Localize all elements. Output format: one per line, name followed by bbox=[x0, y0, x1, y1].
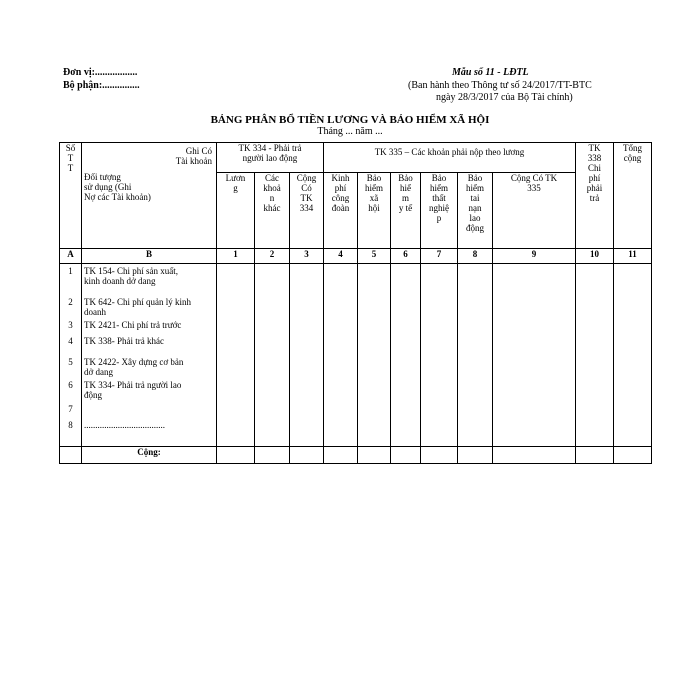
page-title: BẢNG PHÂN BỔ TIỀN LƯƠNG VÀ BẢO HIỂM XÃ HỘI bbox=[210, 114, 490, 126]
col-bhxh: Bảo hiểm xã hội bbox=[358, 173, 391, 249]
empty-cell bbox=[576, 447, 614, 464]
empty-cell bbox=[255, 447, 290, 464]
allocation-table bbox=[59, 142, 652, 464]
row-account-name: TK 334- Phải trả người lao động bbox=[84, 380, 182, 400]
index-cell: 4 bbox=[324, 249, 358, 264]
index-cell: 7 bbox=[421, 249, 458, 264]
empty-cell bbox=[576, 264, 614, 447]
row-account-name: TK 338- Phải trả khác bbox=[84, 336, 164, 346]
stt-column bbox=[60, 264, 82, 447]
row-account-name: .................................... bbox=[84, 420, 165, 430]
bo-phan-label: Bộ phận:............... bbox=[63, 80, 140, 91]
empty-cell bbox=[493, 447, 576, 464]
empty-cell bbox=[358, 264, 391, 447]
col-cong-co-335: Cộng Có TK 335 bbox=[493, 173, 576, 249]
empty-cell bbox=[458, 447, 493, 464]
body-row bbox=[60, 264, 652, 447]
index-cell: 9 bbox=[493, 249, 576, 264]
empty-cell bbox=[255, 264, 290, 447]
index-cell: 10 bbox=[576, 249, 614, 264]
index-cell: 5 bbox=[358, 249, 391, 264]
index-cell: 1 bbox=[217, 249, 255, 264]
index-cell: 3 bbox=[290, 249, 324, 264]
page-subtitle: Tháng ... năm ... bbox=[317, 126, 383, 137]
group-tk335: TK 335 – Các khoản phải nộp theo lương bbox=[324, 143, 576, 173]
row-account-name bbox=[84, 404, 214, 420]
row-stt: 7 bbox=[68, 404, 73, 414]
col-kinh-phi-cong-doan: Kinh phí công đoàn bbox=[324, 173, 358, 249]
empty-cell bbox=[324, 447, 358, 464]
empty-cell bbox=[391, 264, 421, 447]
empty-cell bbox=[60, 447, 82, 464]
row-stt: 8 bbox=[68, 420, 73, 430]
row-stt: 5 bbox=[68, 357, 73, 367]
row-account-name: TK 154- Chi phí sản xuất, kinh doanh dở dang bbox=[84, 266, 178, 286]
subject-column bbox=[82, 264, 217, 447]
empty-cell bbox=[358, 447, 391, 464]
debit-account-label: Đối tượng sử dụng (Ghi Nợ các Tài khoản) bbox=[84, 172, 151, 202]
index-cell: 8 bbox=[458, 249, 493, 264]
row-account-name: TK 2421- Chi phí trả trước bbox=[84, 320, 182, 330]
index-cell: B bbox=[82, 249, 217, 264]
col-cac-khoan-khac: Các khoả n khác bbox=[255, 173, 290, 249]
row-account-name: TK 642- Chi phí quản lý kinh doanh bbox=[84, 297, 191, 317]
empty-cell bbox=[324, 264, 358, 447]
credit-account-label: Ghi Có Tài khoản bbox=[175, 146, 212, 166]
row-stt: 3 bbox=[68, 320, 73, 330]
row-account-name: TK 2422- Xây dựng cơ bản dở dang bbox=[84, 357, 184, 377]
col-bhtnld: Bảo hiểm tai nạn lao động bbox=[458, 173, 493, 249]
empty-cell bbox=[217, 264, 255, 447]
col-tk338: TK 338 Chi phí phải trả bbox=[576, 143, 614, 249]
empty-cell bbox=[421, 447, 458, 464]
total-row bbox=[60, 447, 652, 464]
group-tk334: TK 334 - Phải trả người lao động bbox=[217, 143, 324, 173]
empty-cell bbox=[421, 264, 458, 447]
don-vi-label: Đơn vị:................. bbox=[63, 67, 138, 78]
issuance-line-1: (Ban hành theo Thông tư số 24/2017/TT-BTC bbox=[408, 80, 592, 91]
col-bhyt: Bảo hiể m y tế bbox=[391, 173, 421, 249]
issuance-line-2: ngày 28/3/2017 của Bộ Tài chính) bbox=[436, 92, 573, 103]
empty-cell bbox=[217, 447, 255, 464]
subject-header bbox=[82, 143, 217, 249]
empty-cell bbox=[391, 447, 421, 464]
empty-cell bbox=[493, 264, 576, 447]
col-cong-co-334: Cộng Có TK 334 bbox=[290, 173, 324, 249]
index-cell: 2 bbox=[255, 249, 290, 264]
stt-header: Số T T bbox=[60, 143, 82, 249]
form-number: Mẫu số 11 - LĐTL bbox=[452, 67, 529, 78]
empty-cell bbox=[458, 264, 493, 447]
col-total: Tổng cộng bbox=[614, 143, 652, 249]
empty-cell bbox=[614, 264, 652, 447]
index-cell: 6 bbox=[391, 249, 421, 264]
index-cell: 11 bbox=[614, 249, 652, 264]
empty-cell bbox=[290, 447, 324, 464]
col-bhtn: Bảo hiểm thất nghiệ p bbox=[421, 173, 458, 249]
index-cell: A bbox=[60, 249, 82, 264]
total-label: Cộng: bbox=[82, 447, 217, 464]
row-stt: 1 bbox=[68, 266, 73, 276]
row-stt: 4 bbox=[68, 336, 73, 346]
row-stt: 6 bbox=[68, 380, 73, 390]
index-row bbox=[60, 249, 652, 264]
empty-cell bbox=[614, 447, 652, 464]
row-stt: 2 bbox=[68, 297, 73, 307]
empty-cell bbox=[290, 264, 324, 447]
col-luong: Lươn g bbox=[217, 173, 255, 249]
